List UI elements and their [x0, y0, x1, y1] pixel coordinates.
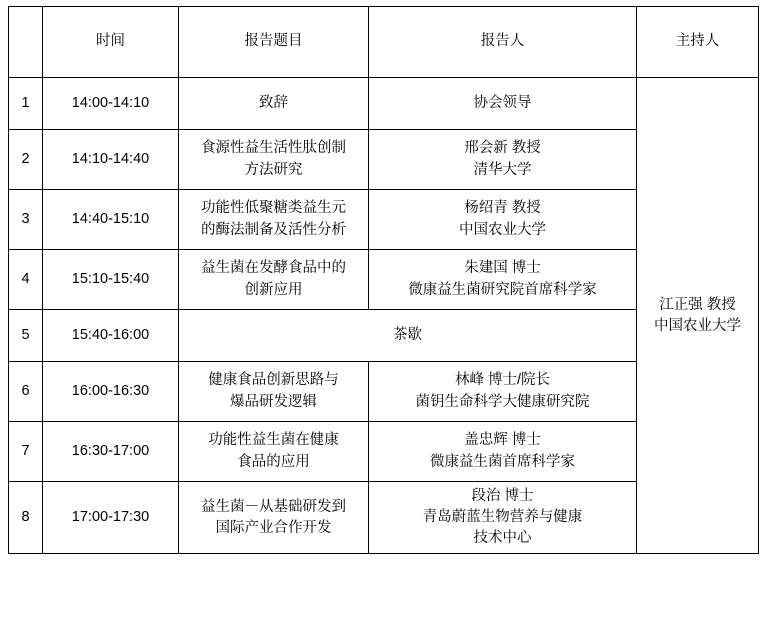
row-title [179, 362, 369, 422]
speaker-line: 微康益生菌研究院首席科学家 [408, 281, 597, 298]
title-line: 食品的应用 [237, 453, 310, 470]
header-speaker: 报告人 [369, 7, 637, 78]
row-index: 4 [9, 250, 43, 310]
row-index: 6 [9, 362, 43, 422]
title-line: 益生菌－从基础研发到 [201, 498, 346, 515]
row-title [179, 482, 369, 554]
speaker-line: 微康益生菌首席科学家 [430, 453, 575, 470]
title-line: 功能性益生菌在健康 [208, 432, 339, 449]
speaker-line: 清华大学 [473, 161, 532, 178]
agenda-table [8, 6, 759, 554]
row-time: 14:10-14:40 [43, 130, 179, 190]
speaker-line: 中国农业大学 [459, 221, 546, 238]
row-speaker [369, 130, 637, 190]
row-time: 15:40-16:00 [43, 310, 179, 362]
table-header-row [9, 7, 759, 78]
row-index: 5 [9, 310, 43, 362]
row-time: 14:00-14:10 [43, 78, 179, 130]
header-host: 主持人 [637, 7, 759, 78]
row-time: 15:10-15:40 [43, 250, 179, 310]
row-time: 16:00-16:30 [43, 362, 179, 422]
host-line: 中国农业大学 [654, 317, 741, 334]
row-speaker [369, 190, 637, 250]
row-speaker [369, 250, 637, 310]
header-time: 时间 [43, 7, 179, 78]
speaker-line: 盖忠辉 博士 [464, 432, 541, 449]
header-title: 报告题目 [179, 7, 369, 78]
row-title [179, 422, 369, 482]
row-index: 1 [9, 78, 43, 130]
row-speaker [369, 422, 637, 482]
title-line: 致辞 [259, 94, 288, 111]
table-row [9, 78, 759, 130]
speaker-line: 段治 博士 [471, 488, 534, 504]
title-line: 的酶法制备及活性分析 [201, 221, 346, 238]
row-time: 16:30-17:00 [43, 422, 179, 482]
header-index [9, 7, 43, 78]
row-title [179, 78, 369, 130]
title-line: 健康食品创新思路与 [208, 372, 339, 389]
speaker-line: 朱建国 博士 [464, 260, 541, 277]
speaker-line: 技术中心 [473, 530, 532, 547]
title-line: 创新应用 [244, 281, 303, 298]
agenda-sheet [0, 6, 767, 635]
row-speaker [369, 482, 637, 554]
row-title [179, 250, 369, 310]
host-cell [637, 78, 759, 554]
row-index: 3 [9, 190, 43, 250]
row-title [179, 190, 369, 250]
row-speaker [369, 362, 637, 422]
host-line: 江正强 教授 [659, 296, 736, 313]
row-time: 14:40-15:10 [43, 190, 179, 250]
row-index: 7 [9, 422, 43, 482]
title-line: 益生菌在发酵食品中的 [201, 260, 346, 277]
speaker-line: 协会领导 [473, 94, 532, 111]
speaker-line: 菌钥生命科学大健康研究院 [415, 393, 590, 410]
speaker-line: 邢会新 教授 [464, 140, 541, 157]
row-index: 8 [9, 482, 43, 554]
title-line: 国际产业合作开发 [215, 519, 332, 536]
row-title [179, 130, 369, 190]
title-line: 爆品研发逻辑 [230, 393, 317, 410]
speaker-line: 林峰 博士/院长 [454, 372, 551, 389]
row-speaker [369, 78, 637, 130]
title-line: 方法研究 [244, 161, 303, 178]
title-line: 食源性益生活性肽创制 [201, 140, 346, 157]
speaker-line: 青岛蔚蓝生物营养与健康 [422, 509, 583, 526]
row-index: 2 [9, 130, 43, 190]
speaker-line: 杨绍青 教授 [464, 200, 541, 217]
title-line: 功能性低聚糖类益生元 [201, 200, 346, 217]
row-merged-label: 茶歇 [179, 310, 637, 362]
row-time: 17:00-17:30 [43, 482, 179, 554]
